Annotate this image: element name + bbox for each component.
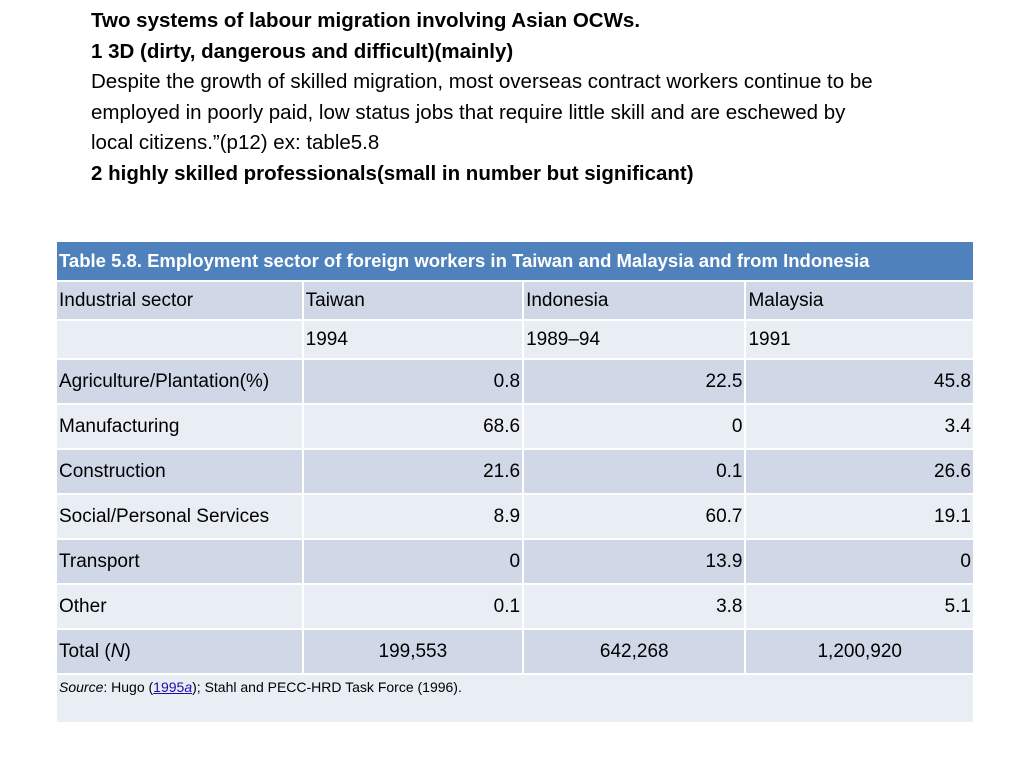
employment-table <box>55 240 975 724</box>
table-row <box>56 404 974 449</box>
row-label: Construction <box>56 449 303 494</box>
source-link-letter[interactable]: a <box>184 679 193 695</box>
cell-taiwan: 8.9 <box>303 494 523 539</box>
cell-taiwan: 0.1 <box>303 584 523 629</box>
cell-taiwan: 68.6 <box>303 404 523 449</box>
table-row <box>56 494 974 539</box>
year-indonesia: 1989–94 <box>523 320 745 359</box>
cell-malaysia: 45.8 <box>745 359 974 404</box>
total-label-n: N <box>110 640 125 662</box>
header-taiwan: Taiwan <box>303 281 523 320</box>
cell-taiwan: 0 <box>303 539 523 584</box>
year-malaysia: 1991 <box>745 320 974 359</box>
row-label: Transport <box>56 539 303 584</box>
intro-text <box>91 6 891 189</box>
table-header-row <box>56 281 974 320</box>
table-row <box>56 449 974 494</box>
intro-title: Two systems of labour migration involving Asian OCWs. <box>91 9 641 32</box>
total-malaysia: 1,200,920 <box>745 629 974 674</box>
header-indonesia: Indonesia <box>523 281 745 320</box>
table-source <box>56 674 974 723</box>
year-blank <box>56 320 303 359</box>
source-text-1: : Hugo ( <box>103 679 154 695</box>
cell-indonesia: 60.7 <box>523 494 745 539</box>
total-label <box>56 629 303 674</box>
source-text-2: ); Stahl and PECC-HRD Task Force (1996). <box>192 679 462 695</box>
table-caption: Table 5.8. Employment sector of foreign workers in Taiwan and Malaysia and from Indonesia <box>56 241 974 281</box>
row-label: Manufacturing <box>56 404 303 449</box>
header-sector: Industrial sector <box>56 281 303 320</box>
intro-point-1: 1 3D (dirty, dangerous and difficult)(mainly) <box>91 39 514 63</box>
total-label-prefix: Total ( <box>59 640 111 662</box>
row-label: Social/Personal Services <box>56 494 303 539</box>
cell-taiwan: 0.8 <box>303 359 523 404</box>
table-caption-row <box>56 241 974 281</box>
intro-point-2: 2 highly skilled professionals(small in number but significant) <box>91 161 694 185</box>
cell-malaysia: 0 <box>745 539 974 584</box>
year-taiwan: 1994 <box>303 320 523 359</box>
table-row <box>56 539 974 584</box>
cell-indonesia: 0 <box>523 404 745 449</box>
row-label: Agriculture/Plantation(%) <box>56 359 303 404</box>
cell-indonesia: 0.1 <box>523 449 745 494</box>
table-row <box>56 359 974 404</box>
total-label-suffix: ) <box>124 640 131 662</box>
table-year-row <box>56 320 974 359</box>
cell-malaysia: 19.1 <box>745 494 974 539</box>
cell-indonesia: 22.5 <box>523 359 745 404</box>
cell-malaysia: 3.4 <box>745 404 974 449</box>
cell-taiwan: 21.6 <box>303 449 523 494</box>
row-label: Other <box>56 584 303 629</box>
total-indonesia: 642,268 <box>523 629 745 674</box>
source-label: Source <box>59 679 104 695</box>
table-source-row <box>56 674 974 723</box>
table-row <box>56 584 974 629</box>
source-link[interactable] <box>153 679 192 695</box>
intro-body: Despite the growth of skilled migration, most overseas contract workers continue to be employed in poorly paid, low status jobs that require little skill and are eschewed by local citizens.”(p12) ex: table5.8 <box>91 70 873 154</box>
table-total-row <box>56 629 974 674</box>
cell-indonesia: 13.9 <box>523 539 745 584</box>
cell-malaysia: 26.6 <box>745 449 974 494</box>
cell-indonesia: 3.8 <box>523 584 745 629</box>
source-link-year[interactable]: 1995 <box>153 679 185 695</box>
total-taiwan: 199,553 <box>303 629 523 674</box>
cell-malaysia: 5.1 <box>745 584 974 629</box>
header-malaysia: Malaysia <box>745 281 974 320</box>
